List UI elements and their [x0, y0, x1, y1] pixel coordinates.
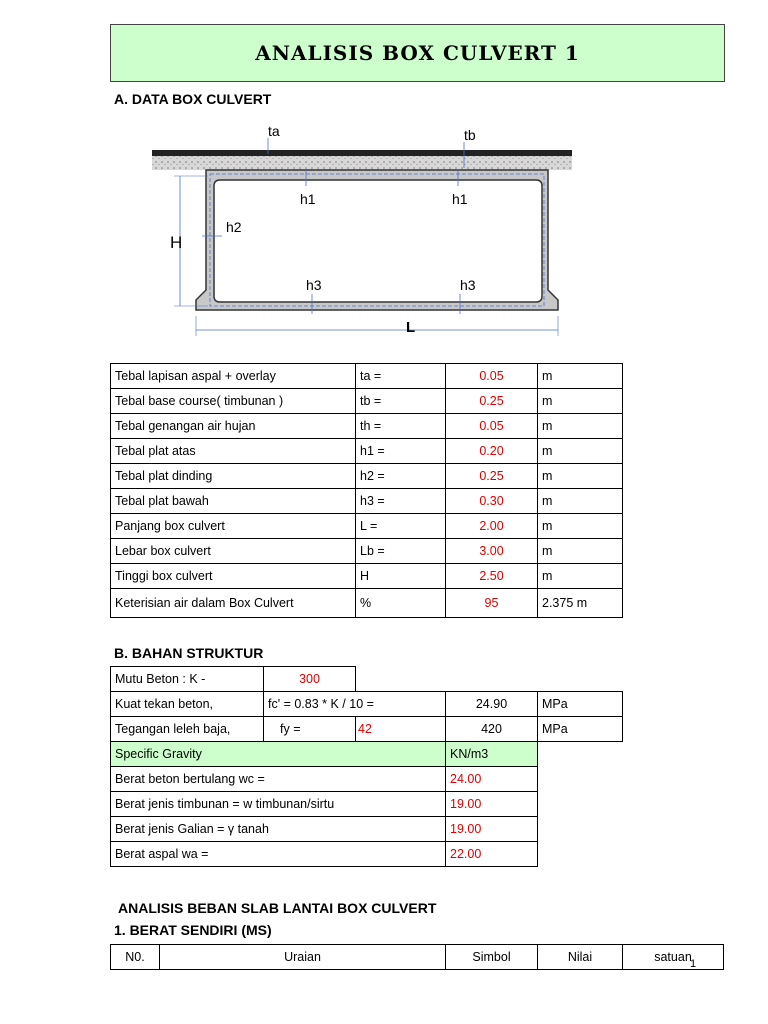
mutu-value: 300	[264, 667, 356, 692]
box-culvert-diagram	[148, 124, 578, 346]
data-row-desc: Lebar box culvert	[111, 539, 356, 564]
tegangan-red-value: 42	[356, 717, 446, 742]
label-h1-right: h1	[452, 191, 468, 207]
data-row	[111, 364, 623, 389]
tegangan-row	[111, 717, 623, 742]
data-row-unit: m	[538, 414, 623, 439]
base-course-layer	[152, 156, 572, 170]
data-row-desc: Keterisian air dalam Box Culvert	[111, 589, 356, 618]
culvert-inner	[214, 180, 542, 302]
label-H: H	[170, 233, 183, 252]
data-row-sym: H	[356, 564, 446, 589]
data-row-unit: m	[538, 514, 623, 539]
ms-header-cell: Nilai	[538, 945, 623, 970]
weight-desc: Berat aspal wa =	[111, 842, 446, 867]
kuat-label: Kuat tekan beton,	[111, 692, 264, 717]
data-row-sym: h1 =	[356, 439, 446, 464]
data-row-sym: tb =	[356, 389, 446, 414]
tegangan-value: 420	[446, 717, 538, 742]
weight-desc: Berat beton bertulang wc =	[111, 767, 446, 792]
data-row-val: 0.30	[446, 489, 538, 514]
weight-row	[111, 767, 623, 792]
kuat-unit: MPa	[538, 692, 623, 717]
data-row-unit: m	[538, 489, 623, 514]
data-row-val: 0.05	[446, 414, 538, 439]
data-row-val: 0.25	[446, 464, 538, 489]
sg-label: Specific Gravity	[111, 742, 446, 767]
label-h3-left: h3	[306, 277, 322, 293]
data-row-unit: m	[538, 539, 623, 564]
data-row	[111, 514, 623, 539]
data-row-sym: ta =	[356, 364, 446, 389]
ms-header-cell: Simbol	[446, 945, 538, 970]
data-row-val: 0.20	[446, 439, 538, 464]
data-row-val: 0.05	[446, 364, 538, 389]
kuat-formula: fc' = 0.83 * K / 10 =	[264, 692, 446, 717]
kuat-row	[111, 692, 623, 717]
data-row-val: 3.00	[446, 539, 538, 564]
ms-table	[110, 944, 724, 970]
label-L: L	[406, 319, 416, 336]
label-h1-left: h1	[300, 191, 316, 207]
data-row-desc: Tebal lapisan aspal + overlay	[111, 364, 356, 389]
analisis-heading: ANALISIS BEBAN SLAB LANTAI BOX CULVERT	[118, 900, 437, 916]
data-row-sym: %	[356, 589, 446, 618]
weight-row	[111, 792, 623, 817]
data-row-unit: m	[538, 564, 623, 589]
data-row-desc: Tebal plat bawah	[111, 489, 356, 514]
sg-row	[111, 742, 623, 767]
data-row-sym: h2 =	[356, 464, 446, 489]
data-row-sym: L =	[356, 514, 446, 539]
data-row-sym: Lb =	[356, 539, 446, 564]
page-title: ANALISIS BOX CULVERT 1	[255, 41, 580, 65]
data-table	[110, 363, 623, 618]
tegangan-unit: MPa	[538, 717, 623, 742]
weight-desc: Berat jenis timbunan = w timbunan/sirtu	[111, 792, 446, 817]
title-banner	[110, 24, 725, 82]
data-row	[111, 564, 623, 589]
data-row-unit: 2.375 m	[538, 589, 623, 618]
data-row-desc: Tebal plat atas	[111, 439, 356, 464]
mutu-label: Mutu Beton : K -	[111, 667, 264, 692]
weight-desc: Berat jenis Galian = γ tanah	[111, 817, 446, 842]
sg-unit: KN/m3	[446, 742, 538, 767]
data-row	[111, 439, 623, 464]
kuat-value: 24.90	[446, 692, 538, 717]
ms-header-cell: Uraian	[160, 945, 446, 970]
data-row	[111, 414, 623, 439]
label-tb: tb	[464, 127, 476, 143]
ms-header-cell: N0.	[111, 945, 160, 970]
data-row-val: 0.25	[446, 389, 538, 414]
data-row-desc: Tebal genangan air hujan	[111, 414, 356, 439]
data-row	[111, 464, 623, 489]
data-row-sym: h3 =	[356, 489, 446, 514]
data-row-desc: Tebal base course( timbunan )	[111, 389, 356, 414]
section-b-heading: B. BAHAN STRUKTUR	[114, 645, 264, 661]
label-h2: h2	[226, 219, 242, 235]
asphalt-layer	[152, 150, 572, 156]
weight-value: 19.00	[446, 817, 538, 842]
label-ta: ta	[268, 124, 280, 139]
data-row-unit: m	[538, 439, 623, 464]
weight-value: 24.00	[446, 767, 538, 792]
page-number: 1	[690, 958, 697, 970]
ms-header-cell: satuan	[623, 945, 724, 970]
data-row-desc: Tebal plat dinding	[111, 464, 356, 489]
weight-value: 19.00	[446, 792, 538, 817]
data-row-unit: m	[538, 389, 623, 414]
material-table	[110, 666, 623, 867]
mutu-row	[111, 667, 623, 692]
label-h3-right: h3	[460, 277, 476, 293]
section-a-heading: A. DATA BOX CULVERT	[114, 91, 272, 107]
data-row	[111, 489, 623, 514]
data-row-desc: Tinggi box culvert	[111, 564, 356, 589]
tegangan-symbol: fy =	[264, 717, 356, 742]
data-row-val: 2.00	[446, 514, 538, 539]
weight-value: 22.00	[446, 842, 538, 867]
data-row	[111, 539, 623, 564]
data-row	[111, 589, 623, 618]
data-row-unit: m	[538, 464, 623, 489]
weight-row	[111, 817, 623, 842]
data-row-desc: Panjang box culvert	[111, 514, 356, 539]
tegangan-label: Tegangan leleh baja,	[111, 717, 264, 742]
data-row-val: 2.50	[446, 564, 538, 589]
ms-heading: 1. BERAT SENDIRI (MS)	[114, 922, 272, 938]
ms-header-row	[111, 945, 724, 970]
data-row	[111, 389, 623, 414]
weight-row	[111, 842, 623, 867]
data-row-unit: m	[538, 364, 623, 389]
data-row-sym: th =	[356, 414, 446, 439]
data-row-val: 95	[446, 589, 538, 618]
